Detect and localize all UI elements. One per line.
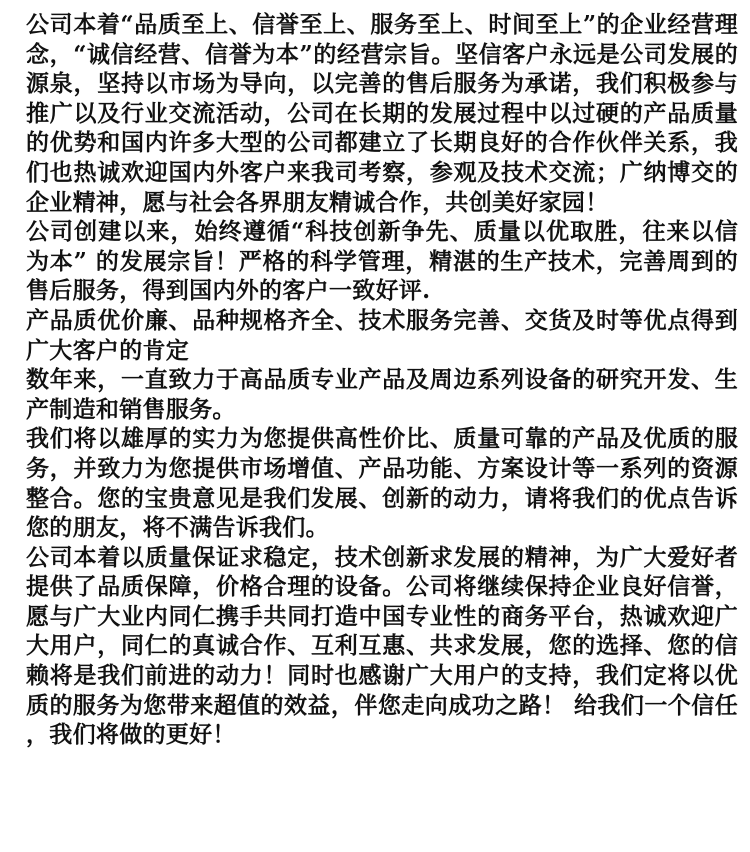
paragraph-founding-principles: 公司创建以来，始终遵循“科技创新争先、质量以优取胜，往来以信为本” 的发展宗旨！严格的科学管理，精湛的生产技术，完善周到的售后服务，得到国内外的客户一致好评. [26,218,738,305]
paragraph-research-development: 数年来，一直致力于高品质专业产品及周边系列设备的研究开发、生产制造和销售服务。 [26,366,738,423]
paragraph-company-philosophy: 公司本着“品质至上、信誉至上、服务至上、时间至上”的企业经营理念，“诚信经营、信誉为本”的经营宗旨。坚信客户永远是公司发展的源泉，坚持以市场为导向，以完善的售后服务为承诺，我们积极参与推广以及行业交流活动，公司在长期的发展过程中以过硬的产品质量的优势和国内许多大型的公司都建立了长期良好的合作伙伴关系，我们也热诚欢迎国内外客户来我司考察，参观及技术交流；广纳博交的企业精神，愿与社会各界朋友精诚合作，共创美好家园！ [26,11,738,216]
paragraph-service-commitment: 我们将以雄厚的实力为您提供高性价比、质量可靠的产品及优质的服务，并致力为您提供市场增值、产品功能、方案设计等一系列的资源整合。您的宝贵意见是我们发展、创新的动力，请将我们的优点告诉您的朋友，将不满告诉我们。 [26,425,738,542]
paragraph-closing-statement: 公司本着以质量保证求稳定，技术创新求发展的精神，为广大爱好者提供了品质保障，价格合理的设备。公司将继续保持企业良好信誉，愿与广大业内同仁携手共同打造中国专业性的商务平台，热诚欢迎广大用户，同仁的真诚合作、互利互惠、共求发展，您的选择、您的信赖将是我们前进的动力！同时也感谢广大用户的支持，我们定将以优质的服务为您带来超值的效益，伴您走向成功之路！ 给我们一个信任，我们将做的更好！ [26,543,738,749]
paragraph-product-quality: 产品质优价廉、品种规格齐全、技术服务完善、交货及时等优点得到广大客户的肯定 [26,306,738,364]
